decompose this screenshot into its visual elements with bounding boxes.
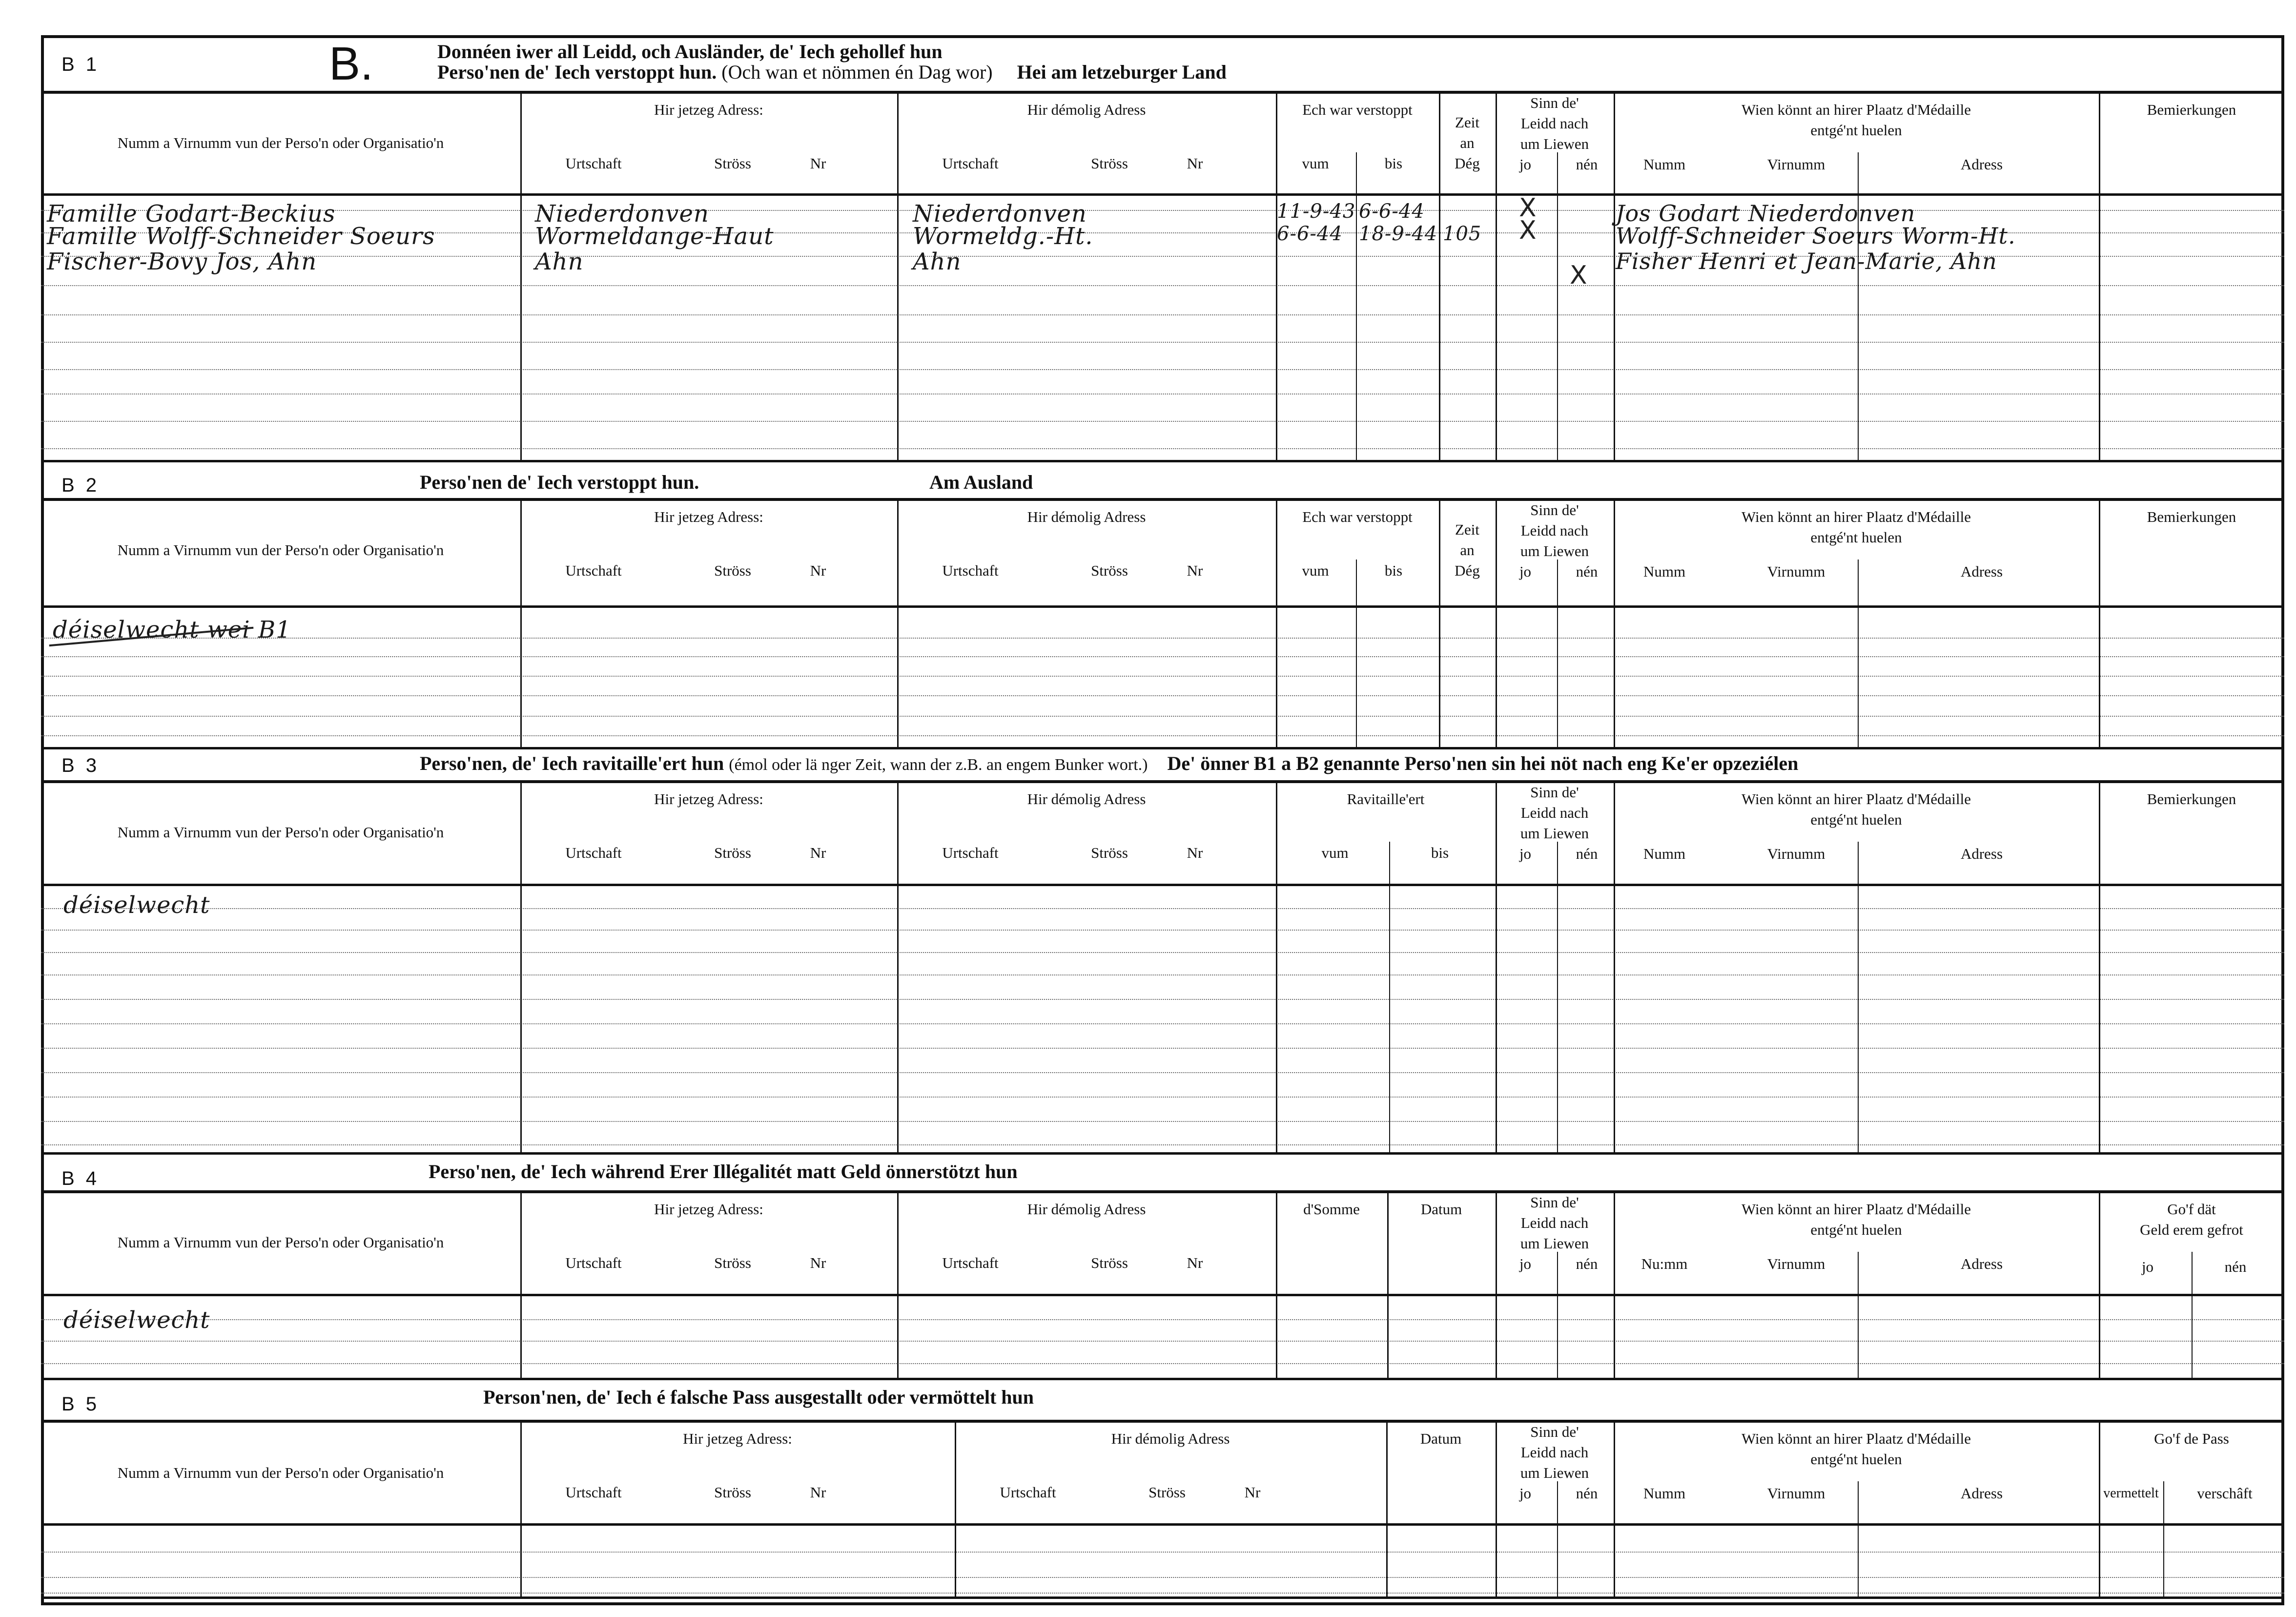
b5-code: B 5 bbox=[62, 1393, 100, 1415]
b3-title-end: De' önner B1 a B2 genannte Perso'nen sin hei nöt nach eng Ke'er opzeziélen bbox=[1167, 752, 1799, 774]
b3-bottom-rule bbox=[41, 1152, 2284, 1155]
b1-medal-adress: Adress bbox=[1960, 156, 2003, 173]
b3-alive-line1: Sinn de' bbox=[1530, 784, 1579, 801]
b3-name-header: Numm a Virnumm vun der Perso'n oder Organisatio'n bbox=[117, 824, 444, 841]
b5-row-line bbox=[41, 1577, 2284, 1578]
b1-row-current-place: Ahn bbox=[535, 248, 584, 275]
b4-money-line1: Go'f dät bbox=[2167, 1201, 2216, 1218]
b4-code: B 4 bbox=[62, 1168, 100, 1189]
b5-bottom-rule bbox=[41, 1596, 2284, 1599]
b5-old-stross: Ströss bbox=[1148, 1484, 1186, 1501]
b3-row-line bbox=[41, 1097, 2284, 1098]
b4-old-stross: Ströss bbox=[1091, 1254, 1128, 1271]
b5-old-urtschaft: Urtschaft bbox=[1000, 1484, 1056, 1501]
b4-bottom-rule bbox=[41, 1378, 2284, 1380]
b2-cur-urtschaft: Urtschaft bbox=[565, 562, 622, 579]
b3-title: Perso'nen, de' Iech ravitaille'ert hun bbox=[420, 752, 724, 774]
b1-vum: vum bbox=[1302, 155, 1329, 172]
b4-jo-nen-divider bbox=[1557, 1252, 1558, 1378]
b5-cur-urtschaft: Urtschaft bbox=[565, 1484, 622, 1501]
b4-money-jo: jo bbox=[2141, 1258, 2154, 1275]
b3-jo-nen-divider bbox=[1557, 842, 1558, 1152]
b4-nen: nén bbox=[1576, 1255, 1598, 1272]
b1-col1-divider bbox=[897, 91, 899, 460]
b3-row-line bbox=[41, 999, 2284, 1000]
b4-somme-header: d'Somme bbox=[1303, 1201, 1360, 1218]
b2-an: an bbox=[1460, 541, 1475, 559]
b2-alive-line1: Sinn de' bbox=[1530, 501, 1579, 518]
b1-bis: bis bbox=[1384, 155, 1403, 172]
b3-row-line bbox=[41, 1121, 2284, 1122]
b1-medal-line1: Wien könnt an hirer Plaatz d'Médaille bbox=[1741, 101, 1971, 118]
b4-entry: déiselwecht bbox=[63, 1306, 210, 1334]
b3-jo: jo bbox=[1519, 845, 1532, 862]
b1-old-nr: Nr bbox=[1187, 155, 1203, 172]
b2-entry: déiselwecht wei B1 bbox=[53, 616, 291, 643]
b5-former-address-header: Hir démolig Adress bbox=[1111, 1430, 1230, 1447]
b2-jo: jo bbox=[1519, 563, 1532, 580]
b3-col0-divider bbox=[520, 780, 522, 1152]
b4-row-line bbox=[41, 1363, 2284, 1364]
b5-top-rule bbox=[41, 1420, 2284, 1423]
b3-numm-virnumm-divider bbox=[1858, 842, 1859, 1152]
b1-medal-virnumm: Virnumm bbox=[1767, 156, 1825, 173]
b1-row-former-place: Ahn bbox=[913, 248, 962, 275]
b4-medal-virnumm: Virnumm bbox=[1767, 1255, 1825, 1272]
b1-bottom-rule bbox=[41, 460, 2284, 462]
b5-header-rule bbox=[41, 1523, 2284, 1526]
b3-col4-divider bbox=[1614, 780, 1615, 1152]
b5-medal-numm: Numm bbox=[1643, 1485, 1686, 1502]
b1-numm-virnumm-divider bbox=[1858, 152, 1859, 460]
b4-medal-line1: Wien könnt an hirer Plaatz d'Médaille bbox=[1741, 1201, 1971, 1218]
b1-row-to: 18-9-44 bbox=[1359, 223, 1438, 245]
b1-jo: jo bbox=[1519, 156, 1532, 173]
b3-cur-stross: Ströss bbox=[714, 844, 751, 861]
b5-old-nr: Nr bbox=[1244, 1484, 1261, 1501]
b2-jo-nen-divider bbox=[1557, 560, 1558, 747]
b1-zeit: Zeit bbox=[1455, 114, 1479, 131]
b3-medal-line1: Wien könnt an hirer Plaatz d'Médaille bbox=[1741, 790, 1971, 808]
b2-medal-virnumm: Virnumm bbox=[1767, 563, 1825, 580]
b1-medal-line2: entgé'nt huelen bbox=[1810, 122, 1902, 139]
b3-row-line bbox=[41, 930, 2284, 931]
b4-jo: jo bbox=[1519, 1255, 1532, 1272]
b1-name-header: Numm a Virnumm vun der Perso'n oder Organisatio'n bbox=[117, 134, 444, 151]
b3-col5-divider bbox=[2099, 780, 2100, 1152]
b1-code: B 1 bbox=[62, 54, 100, 75]
b4-money-jo-nen-divider bbox=[2192, 1252, 2193, 1378]
b3-medal-virnumm: Virnumm bbox=[1767, 845, 1825, 862]
b3-top-rule bbox=[41, 780, 2284, 783]
b1-header-rule bbox=[41, 193, 2284, 196]
b2-hidden-header: Ech war verstoppt bbox=[1302, 508, 1413, 525]
b3-title-note: (émol oder lä nger Zeit, wann der z.B. an engem Bunker wort.) bbox=[729, 756, 1148, 774]
b2-row-line bbox=[41, 695, 2284, 696]
b5-alive-line2: Leidd nach bbox=[1520, 1444, 1589, 1461]
b3-row-line bbox=[41, 1023, 2284, 1024]
b3-alive-line3: um Liewen bbox=[1520, 825, 1589, 842]
b3-vum-bis-divider bbox=[1389, 842, 1390, 1152]
b5-title: Person'nen, de' Iech é falsche Pass ausgestallt oder vermöttelt hun bbox=[483, 1386, 1034, 1408]
b4-alive-line1: Sinn de' bbox=[1530, 1194, 1579, 1211]
b2-row-line bbox=[41, 676, 2284, 677]
b5-jo-nen-divider bbox=[1557, 1481, 1558, 1596]
b2-row-line bbox=[41, 656, 2284, 657]
b1-cur-stross: Ströss bbox=[714, 155, 751, 172]
b3-row-line bbox=[41, 1144, 2284, 1145]
b2-cur-nr: Nr bbox=[810, 562, 826, 579]
b3-cur-nr: Nr bbox=[810, 844, 826, 861]
b3-cur-urtschaft: Urtschaft bbox=[565, 844, 622, 861]
b5-alive-line1: Sinn de' bbox=[1530, 1423, 1579, 1440]
b1-row-line bbox=[41, 342, 2284, 343]
b2-bis: bis bbox=[1384, 562, 1403, 579]
b3-remarks-header: Bemierkungen bbox=[2147, 790, 2236, 808]
b1-col0-divider bbox=[520, 91, 522, 460]
b4-money-nen: nén bbox=[2224, 1258, 2247, 1275]
b2-header-rule bbox=[41, 605, 2284, 608]
b2-col0-divider bbox=[520, 498, 522, 747]
b4-numm-virnumm-divider bbox=[1858, 1252, 1859, 1378]
b2-zeit: Zeit bbox=[1455, 521, 1479, 538]
b1-vum-bis-divider bbox=[1356, 152, 1357, 460]
b5-medal-line1: Wien könnt an hirer Plaatz d'Médaille bbox=[1741, 1430, 1971, 1447]
b1-big-letter: B. bbox=[329, 38, 373, 90]
b1-alive-line3: um Liewen bbox=[1520, 135, 1589, 152]
b2-former-address-header: Hir démolig Adress bbox=[1027, 508, 1146, 525]
b4-money-line2: Geld erem gefrot bbox=[2140, 1221, 2243, 1238]
b2-alive-line2: Leidd nach bbox=[1520, 522, 1589, 539]
b2-row-line bbox=[41, 735, 2284, 736]
b3-old-stross: Ströss bbox=[1091, 844, 1128, 861]
b2-vum: vum bbox=[1302, 562, 1329, 579]
b1-row-days: 105 bbox=[1443, 223, 1482, 245]
b4-row-line bbox=[41, 1341, 2284, 1342]
b3-title-wrap bbox=[420, 752, 1798, 775]
b1-old-urtschaft: Urtschaft bbox=[942, 155, 999, 172]
b1-row-line bbox=[41, 448, 2284, 449]
b1-title-place: Hei am letzeburger Land bbox=[1017, 61, 1227, 83]
b1-row-name: Fischer-Bovy Jos, Ahn bbox=[47, 248, 317, 275]
b3-ravitailleert-header: Ravitaille'ert bbox=[1347, 790, 1425, 808]
b3-alive-line2: Leidd nach bbox=[1520, 804, 1589, 821]
b3-nen: nén bbox=[1576, 845, 1598, 862]
b3-header-rule bbox=[41, 884, 2284, 886]
b5-medal-virnumm: Virnumm bbox=[1767, 1485, 1825, 1502]
b1-row-jo-mark: X bbox=[1519, 216, 1537, 245]
b2-title-place: Am Ausland bbox=[929, 471, 1033, 493]
b2-old-stross: Ströss bbox=[1091, 562, 1128, 579]
b3-col2-divider bbox=[1276, 780, 1277, 1152]
b2-cur-stross: Ströss bbox=[714, 562, 751, 579]
b1-row-name: Famille Godart-Beckius bbox=[47, 200, 336, 228]
b1-row-name: Famille Wolff-Schneider Soeurs bbox=[47, 223, 435, 250]
b4-medal-line2: entgé'nt huelen bbox=[1810, 1221, 1902, 1238]
b1-title-line2-wrap bbox=[437, 61, 1227, 83]
b1-row-nen-mark: X bbox=[1570, 261, 1587, 290]
b1-row-from: 6-6-44 bbox=[1277, 223, 1343, 245]
b3-old-nr: Nr bbox=[1187, 844, 1203, 861]
b5-cur-stross: Ströss bbox=[714, 1484, 751, 1501]
b5-jo: jo bbox=[1519, 1485, 1532, 1502]
b1-title-line1: Donnéen iwer all Leidd, och Ausländer, de' Iech gehollef hun bbox=[437, 41, 943, 62]
b3-row-line bbox=[41, 952, 2284, 953]
b3-old-urtschaft: Urtschaft bbox=[942, 844, 999, 861]
b3-medal-line2: entgé'nt huelen bbox=[1810, 811, 1902, 828]
b3-row-line bbox=[41, 1072, 2284, 1073]
b1-row-former-place: Wormeldg.-Ht. bbox=[913, 223, 1093, 250]
b4-current-address-header: Hir jetzeg Adress: bbox=[654, 1201, 763, 1218]
b1-cur-urtschaft: Urtschaft bbox=[565, 155, 622, 172]
b5-pass-vermettelt: vermettelt bbox=[2103, 1486, 2159, 1501]
b1-row-line bbox=[41, 369, 2284, 370]
b4-top-rule bbox=[41, 1190, 2284, 1193]
b3-medal-adress: Adress bbox=[1960, 845, 2003, 862]
b1-row-line bbox=[41, 314, 2284, 315]
b3-code: B 3 bbox=[62, 755, 100, 776]
b1-row-from: 11-9-43 bbox=[1277, 200, 1356, 223]
b3-row-line bbox=[41, 1048, 2284, 1049]
b3-medal-numm: Numm bbox=[1643, 845, 1686, 862]
b5-pass-title: Go'f de Pass bbox=[2154, 1430, 2229, 1447]
b2-remarks-header: Bemierkungen bbox=[2147, 508, 2236, 525]
b5-pass-verschaft: verschâft bbox=[2197, 1485, 2253, 1502]
b2-medal-line1: Wien könnt an hirer Plaatz d'Médaille bbox=[1741, 508, 1971, 525]
b1-title-line2: Perso'nen de' Iech verstoppt hun. bbox=[437, 61, 717, 83]
b5-row-line bbox=[41, 1593, 2284, 1594]
b1-row-line bbox=[41, 421, 2284, 422]
b4-medal-numm: Nu:mm bbox=[1641, 1255, 1688, 1272]
b1-medal-numm: Numm bbox=[1643, 156, 1686, 173]
b1-row-line bbox=[41, 210, 2284, 211]
b2-deg: Dég bbox=[1455, 562, 1480, 579]
b2-current-address-header: Hir jetzeg Adress: bbox=[654, 508, 763, 525]
b2-row-line bbox=[41, 638, 2284, 639]
b2-medal-numm: Numm bbox=[1643, 563, 1686, 580]
b2-bottom-rule bbox=[41, 747, 2284, 749]
b2-name-header: Numm a Virnumm vun der Perso'n oder Organisatio'n bbox=[117, 541, 444, 559]
b4-datum-header: Datum bbox=[1420, 1201, 1462, 1218]
b5-nen: nén bbox=[1576, 1485, 1598, 1502]
b4-row-line bbox=[41, 1319, 2284, 1320]
b1-row-medal: Fisher Henri et Jean-Marie, Ahn bbox=[1616, 248, 1997, 274]
b1-cur-nr: Nr bbox=[810, 155, 826, 172]
b1-former-address-header: Hir démolig Adress bbox=[1027, 101, 1146, 118]
b2-medal-line2: entgé'nt huelen bbox=[1810, 529, 1902, 546]
b3-row-line bbox=[41, 908, 2284, 909]
b2-title: Perso'nen de' Iech verstoppt hun. bbox=[420, 471, 699, 493]
b1-row-line bbox=[41, 285, 2284, 286]
b2-col6-divider bbox=[2099, 498, 2100, 747]
b3-bis: bis bbox=[1431, 844, 1449, 861]
b4-cur-nr: Nr bbox=[810, 1254, 826, 1271]
b1-row-medal: Wolff-Schneider Soeurs Worm-Ht. bbox=[1616, 223, 2016, 249]
b1-old-stross: Ströss bbox=[1091, 155, 1128, 172]
b1-top-rule bbox=[41, 91, 2284, 94]
b2-old-nr: Nr bbox=[1187, 562, 1203, 579]
b1-nen: nén bbox=[1576, 156, 1598, 173]
b4-medal-adress: Adress bbox=[1960, 1255, 2003, 1272]
b2-numm-virnumm-divider bbox=[1858, 560, 1859, 747]
b5-cur-nr: Nr bbox=[810, 1484, 826, 1501]
b1-alive-line1: Sinn de' bbox=[1530, 94, 1579, 111]
b5-current-address-header: Hir jetzeg Adress: bbox=[683, 1430, 792, 1447]
b2-vum-bis-divider bbox=[1356, 560, 1357, 747]
b2-alive-line3: um Liewen bbox=[1520, 542, 1589, 560]
b5-numm-virnumm-divider bbox=[1858, 1481, 1859, 1596]
b2-old-urtschaft: Urtschaft bbox=[942, 562, 999, 579]
b3-row-line bbox=[41, 974, 2284, 975]
b2-medal-adress: Adress bbox=[1960, 563, 2003, 580]
b1-col5-divider bbox=[1614, 91, 1615, 460]
b1-an: an bbox=[1460, 134, 1475, 151]
b1-col6-divider bbox=[2099, 91, 2100, 460]
b1-jo-nen-divider bbox=[1557, 152, 1558, 460]
b1-col2-divider bbox=[1276, 91, 1277, 460]
b1-hidden-header: Ech war verstoppt bbox=[1302, 101, 1413, 118]
b4-former-address-header: Hir démolig Adress bbox=[1027, 1201, 1146, 1218]
b2-code: B 2 bbox=[62, 475, 100, 496]
b1-row-to: 6-6-44 bbox=[1359, 200, 1425, 223]
b1-deg: Dég bbox=[1455, 155, 1480, 172]
b2-top-rule bbox=[41, 498, 2284, 501]
b3-vum: vum bbox=[1321, 844, 1349, 861]
b1-row-medal: Jos Godart Niederdonven bbox=[1616, 200, 1916, 227]
b4-old-urtschaft: Urtschaft bbox=[942, 1254, 999, 1271]
b4-name-header: Numm a Virnumm vun der Perso'n oder Organisatio'n bbox=[117, 1234, 444, 1251]
b1-row-current-place: Wormeldange-Haut bbox=[535, 223, 774, 250]
b4-title: Perso'nen, de' Iech während Erer Illégalitét matt Geld önnerstötzt hun bbox=[429, 1161, 1018, 1182]
b1-row-former-place: Niederdonven bbox=[913, 200, 1087, 228]
b4-cur-urtschaft: Urtschaft bbox=[565, 1254, 622, 1271]
b5-medal-line2: entgé'nt huelen bbox=[1810, 1451, 1902, 1468]
b5-pass-sub-divider bbox=[2163, 1481, 2164, 1596]
b4-alive-line2: Leidd nach bbox=[1520, 1214, 1589, 1231]
b4-cur-stross: Ströss bbox=[714, 1254, 751, 1271]
b2-row-line bbox=[41, 716, 2284, 717]
b5-name-header: Numm a Virnumm vun der Perso'n oder Organisatio'n bbox=[117, 1464, 444, 1481]
b1-row-jo-mark: X bbox=[1519, 193, 1537, 223]
b3-col1-divider bbox=[897, 780, 899, 1152]
b2-col1-divider bbox=[897, 498, 899, 747]
b3-former-address-header: Hir démolig Adress bbox=[1027, 790, 1146, 808]
b5-medal-adress: Adress bbox=[1960, 1485, 2003, 1502]
b5-row-line bbox=[41, 1552, 2284, 1553]
b4-old-nr: Nr bbox=[1187, 1254, 1203, 1271]
b1-current-address-header: Hir jetzeg Adress: bbox=[654, 101, 763, 118]
b3-current-address-header: Hir jetzeg Adress: bbox=[654, 790, 763, 808]
b3-entry: déiselwecht bbox=[63, 891, 210, 919]
b2-col2-divider bbox=[1276, 498, 1277, 747]
b4-header-rule bbox=[41, 1294, 2284, 1296]
b1-title-note: (Och wan et nömmen én Dag wor) bbox=[721, 61, 993, 83]
b1-row-current-place: Niederdonven bbox=[535, 200, 709, 228]
b1-remarks-header: Bemierkungen bbox=[2147, 101, 2236, 118]
b2-nen: nén bbox=[1576, 563, 1598, 580]
b5-alive-line3: um Liewen bbox=[1520, 1464, 1589, 1481]
b5-datum-header: Datum bbox=[1420, 1430, 1462, 1447]
b4-alive-line3: um Liewen bbox=[1520, 1235, 1589, 1252]
b1-alive-line2: Leidd nach bbox=[1520, 115, 1589, 132]
